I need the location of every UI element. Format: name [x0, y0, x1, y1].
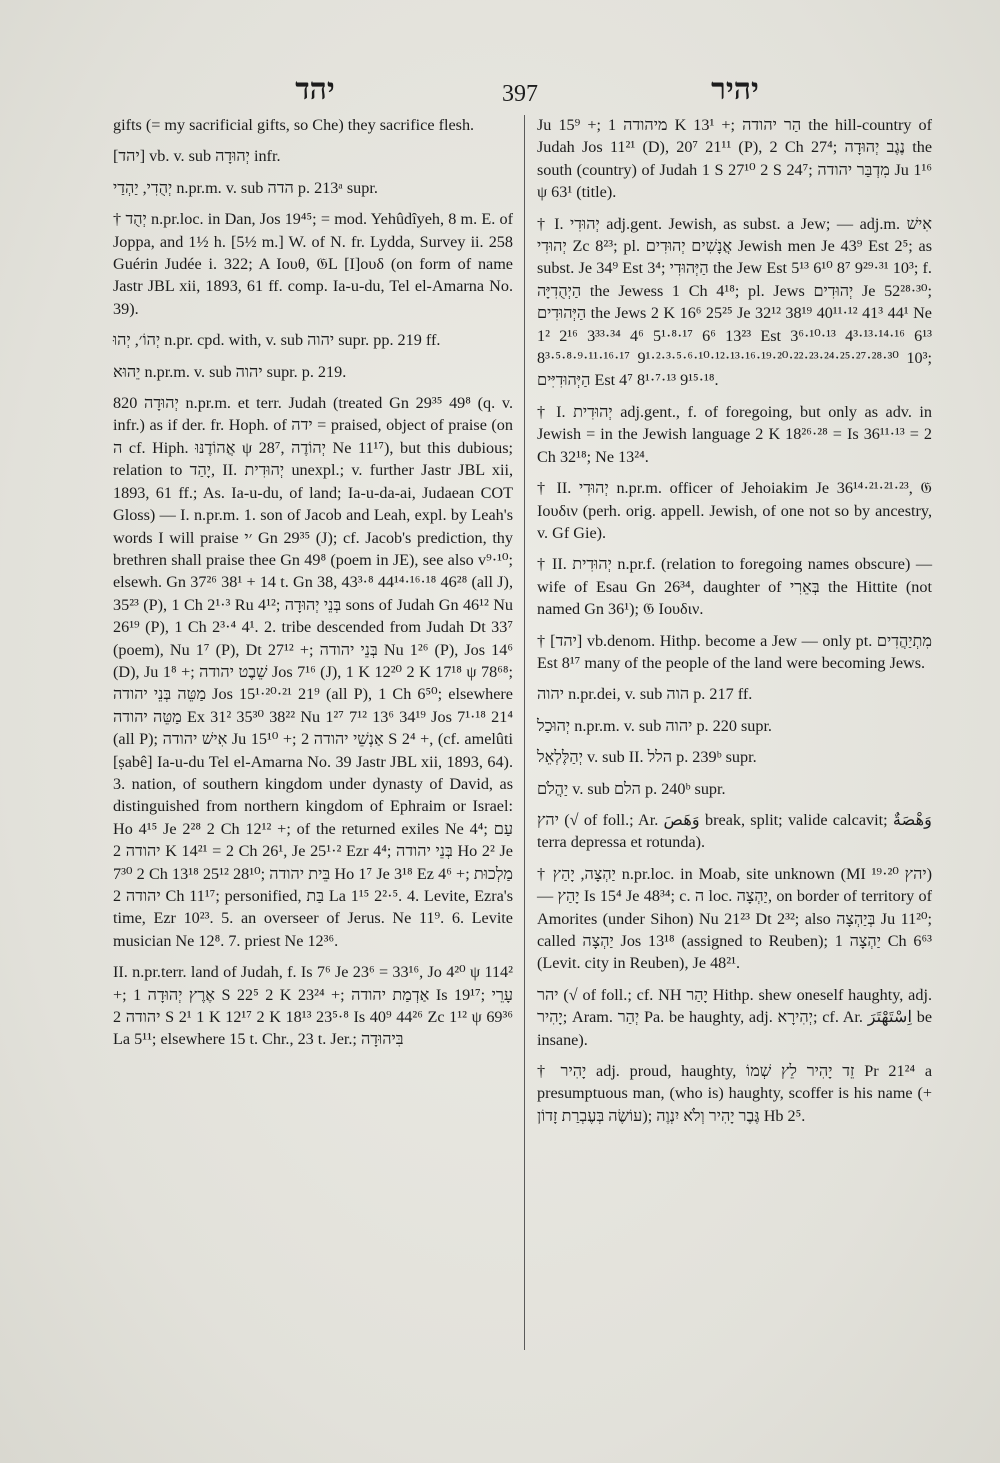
entry-yehudi-adj: † I. יְהוּדִי adj.gent. Jewish, as subst. a Jew; — adj.m. אִישׁ יְהוּדִי Zc 8²³; pl. אֲנָשִׁים יְהוּדִים Jewish men Je 43⁹ Est 2⁵; as subst. Je 34⁹ Est 3⁴; הַיְּהוּדִי the Jew Est 5¹³ 6¹⁰ 8⁷ 9²⁹·³¹ 10³; f. הַיְהֻדִיָּה the Jewess 1 Ch 4¹⁸; pl. Jews יְהוּדִים Je 52²⁸·³⁰; הַיְּהוּדִים the Jews 2 K 16⁶ 25²⁵ Je 32¹² 38¹⁹ 40¹¹·¹² 41³ 44¹ Ne 1² 2¹⁶ 3³³·³⁴ 4⁶ 5¹·⁸·¹⁷ 6⁶ 13²³ Est 3⁶·¹⁰·¹³ 4³·¹³·¹⁴·¹⁶ 6¹³ 8³·⁵·⁸·⁹·¹¹·¹⁶·¹⁷ 9¹·²·³·⁵·⁶·¹⁰·¹²·¹³·¹⁶·¹⁹·²⁰·²²·²³·²⁴·²⁵·²⁷·²⁸·³⁰ 10³; הַיְּהוּדִיִּים Est 4⁷ 8¹·⁷·¹³ 9¹⁵·¹⁸. [537, 214, 933, 390]
entry-judah-continuation: Ju 15⁹ +; מיהודה 1 K 13¹ +; הַר יהודה the hill-country of Judah Jos 11²¹ (D), 20⁷ 21¹¹ (P), 2 Ch 27⁴; נֶגֶב יְהוּדָה the south (country) of Judah 1 S 27¹⁰ 2 S 24⁷; מִדְבַּר יהודה Ju 1¹⁶ ψ 63¹ (title). [537, 116, 933, 202]
entry-yhs-root: יהץ (√ of foll.; Ar. وَهَصَ break, split; valide calcavit; وَهْصَةٌ terra depressa et rotunda). [537, 810, 932, 852]
right-headword: יהיר [711, 73, 759, 106]
entry-yhd-hithp: † [יהד] vb.denom. Hithp. become a Jew — only pt. מִתְיַהֲדִים Est 8¹⁷ many of the people of the land were becoming Jews. [537, 631, 933, 672]
entry-yehudit-name: † II. יְהוּדִית n.pr.f. (relation to foregoing names obscure) — wife of Esau Gn 26³⁴, daughter of בְּאֵרִי the Hittite (not named Gn 36¹); 𝔊 Ιουδιν. [537, 555, 933, 619]
entry-yehudi-officer: † II. יְהוּדִי n.pr.m. officer of Jehoiakim Je 36¹⁴·²¹·²¹·²³, 𝔊 Ιουδιν (perh. orig. appell. Jewish, of one not so by ancestry, v. Gf Gie). [537, 479, 933, 542]
entry-yeho-compound: יְהוֹ׳, יְהוּ n.pr. cpd. with, v. sub יהוה supr. pp. 219 ff. [113, 331, 441, 350]
entry-yhwh: יהוה n.pr.dei, v. sub הוה p. 217 ff. [537, 685, 753, 704]
entry-yehukal: יְהוּכַל n.pr.m. v. sub יהוה p. 220 supr. [537, 716, 772, 735]
entry-yahir-adj: † יָהִיר adj. proud, haughty, זֵד יָהִיר לֵץ שְׁמוֹ Pr 21²⁴ a presumptuous man, (who is) haughty, scoffer is his name (+ עוֹשֶׂה בְּעֶבְרַת זָדוֹן); גֶּבֶר יָהִיר וְלֹא יִנְוֶה Hb 2⁵. [537, 1062, 933, 1125]
entry-yehud-place: † יְהֻד n.pr.loc. in Dan, Jos 19⁴⁵; = mod. Yehûdîyeh, 8 m. E. of Joppa, and 1½ h. [5½ m.] W. of N. fr. Lydda, Survey ii. 258 Guérin Judée i. 322; A Ιουθ, 𝔊L [Ι]ουδ (on form of name Jastr JBL xii, 1893, 61 ff. comp. Ia-u-du, Tel el-Amarna No. 39). [113, 210, 514, 318]
column-divider [524, 115, 525, 1350]
page-number: 397 [502, 81, 538, 107]
entry-yahalom: יַהֲלֹם v. sub הלם p. 240ᵇ supr. [537, 779, 726, 798]
entry-yehudi-name: יְהֻדִי, יַהְדַי n.pr.m. v. sub הדה p. 213ᵃ supr. [113, 178, 378, 197]
entry-yahsa-place: † יַהְצָה, יָהַץ n.pr.loc. in Moab, site unknown (MI ¹⁹·²⁰ יהץ) — יָהַץ Is 15⁴ Je 48³⁴; c. ה loc. יַהְצָה, on border of territory of Amorites (under Sihon) Nu 21²³ Dt 2³²; also בְּיַהְצָה Ju 11²⁰; called יַהְצָה Jos 13¹⁸ (assigned to Reuben); יַהְצָה 1 Ch 6⁶³ (Levit. city in Reuben), Je 48²¹. [537, 864, 933, 973]
entry-judah-land: II. n.pr.terr. land of Judah, f. Is 7⁶ Je 23⁶ = 33¹⁶, Jo 4²⁰ ψ 114² +; אֶרֶץ יְהוּדָה 1 S 22⁵ 2 K 23²⁴ +; אַדְמַת יהודה Is 19¹⁷; עָרֵי יהודה 2 S 2¹ 1 K 12¹⁷ 2 K 18¹³ 23⁵·⁸ Is 40⁹ 44²⁶ Zc 1¹² ψ 69³⁶ La 5¹¹; elsewhere 15 t. Chr., 23 t. Jer.; בִּיהוּדָה [113, 963, 514, 1049]
entry-judah: יְהוּדָה 820 n.pr.m. et terr. Judah (treated Gn 29³⁵ 49⁸ (q. v. infr.) as if der. fr. Hoph. of ידה = praised, object of praise (on ה cf. Hiph. אֲהוֹדֶנּוּ ψ 28⁷, יְהוֹדֶה Ne 11¹⁷), but this dubious; relation to יָהַד, II. יְהוּדִית unexpl.; v. further Jastr JBL xii, 1893, 61 ff.; As. Ia-u-du, of land; Ia-u-da-ai, Judaean COT Gloss) — I. n.pr.m. 1. son of Jacob and Leah, expl. by Leah's words I will praise ׳י Gn 29³⁵ (J); cf. Jacob's prediction, thy brethren shall praise thee Gn 49⁸ (poem in JE), see also v⁹·¹⁰; elsewh. Gn 37²⁶ 38¹ + 14 t. Gn 38, 43³·⁸ 44¹⁴·¹⁶·¹⁸ 46²⁸ (all J), 35²³ (P), 1 Ch 2¹·³ Ru 4¹²; בְּנֵי יְהוּדָה sons of Judah Gn 46¹² Nu 26¹⁹ (P), 1 Ch 2³·⁴ 4¹. 2. tribe descended from Judah Dt 33⁷ (poem), Nu 1⁷ (P), Dt 27¹² +; בְּנֵי יהודה Nu 1²⁶ (P), Jos 14⁶ (D), Ju 1⁸ +; שֵׁבֶט יהודה Jos 7¹⁶ (J), 1 K 12²⁰ 2 K 17¹⁸ ψ 78⁶⁸; מַטֵּה בְּנֵי יהודה Jos 15¹·²⁰·²¹ 21⁹ (all P), 1 Ch 6⁵⁰; elsewhere מַטֵּה יהודה Ex 31² 35³⁰ 38²² Nu 1²⁷ 7¹² 13⁶ 34¹⁹ Jos 7¹·¹⁸ 21⁴ (all P); אִישׁ יהודה Ju 15¹⁰ +; אַנְשֵׁי יהודה 2 S 2⁴ +, (cf. amelûti [ṣabê] Ia-u-du Tel el-Amarna No. 39 Jastr JBL xii, 1893, 64). 3. nation, of southern kingdom under dynasty of David, as distinguished from northern kingdom of Ephraim or Israel: Ho 4¹⁵ Je 2²⁸ 2 Ch 12¹² +; of the returned exiles Ne 4⁴; עַם יהודה 2 K 14²¹ = 2 Ch 26¹, Je 25¹·² Ezr 4⁴; בְּנֵי יהודה Ho 2² Je 7³⁰ 2 Ch 13¹⁸ 25¹² 28¹⁰; בֵּית יהודה Ho 1⁷ Je 3¹⁸ Ez 4⁶ +; מַלְכוּת יהודה 2 Ch 11¹⁷; personified, בַּת La 1¹⁵ 2²·⁵. 4. Levite, Ezra's time, Ezr 10²³. 5. an overseer of Jerus. Ne 11⁹. 6. Levite musician Ne 12⁸. 7. priest Ne 12³⁶. [113, 394, 514, 950]
left-headword: יהד [295, 73, 335, 106]
running-header [0, 72, 1000, 112]
left-column [113, 114, 513, 1060]
entry-yehallelel: יְהַלֶּלְאֵל v. sub II. הלל p. 239ᵇ supr. [537, 748, 757, 767]
right-column [537, 114, 932, 1136]
entry-yhd-verb: [יהד] vb. v. sub יְהוּדָה infr. [113, 147, 281, 166]
entry-gifts-continuation: gifts (= my sacrificial gifts, so Che) they sacrifice flesh. [113, 116, 475, 134]
entry-yehudit-adj: † I. יְהוּדִית adj.gent., f. of foregoing, but only as adv. in Jewish = in the Jewish language 2 K 18²⁶·²⁸ = Is 36¹¹·¹³ = 2 Ch 32¹⁸; Ne 13²⁴. [537, 402, 932, 466]
entry-yhr-root: יהר (√ of foll.; cf. NH יָהַר Hithp. shew oneself haughty, adj. יָהִיר; Aram. יְהַר Pa. be haughty, adj. יְהִירָא; cf. Ar. اِسْتَهْتَرَ be insane). [537, 985, 933, 1049]
entry-jehu: יֵהוּא n.pr.m. v. sub יהוה supr. p. 219. [113, 362, 347, 381]
